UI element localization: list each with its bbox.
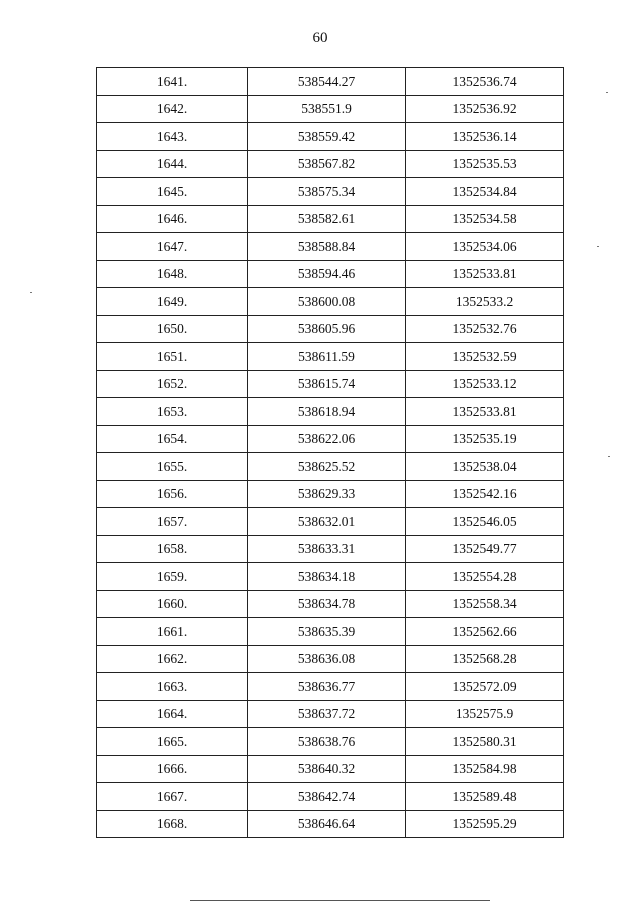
table-row: [97, 755, 564, 783]
y-coordinate-cell: 1352558.34: [406, 590, 564, 618]
y-coordinate-cell: 1352562.66: [406, 618, 564, 646]
point-number-cell: 1655.: [97, 453, 248, 481]
x-coordinate-cell: 538567.82: [248, 150, 406, 178]
table-row: [97, 68, 564, 96]
y-coordinate-cell: 1352549.77: [406, 535, 564, 563]
scan-speck: [597, 246, 599, 247]
y-coordinate-cell: 1352532.76: [406, 315, 564, 343]
y-coordinate-cell: 1352536.92: [406, 95, 564, 123]
x-coordinate-cell: 538605.96: [248, 315, 406, 343]
x-coordinate-cell: 538632.01: [248, 508, 406, 536]
y-coordinate-cell: 1352538.04: [406, 453, 564, 481]
scan-speck: [608, 456, 610, 457]
point-number-cell: 1665.: [97, 728, 248, 756]
x-coordinate-cell: 538634.18: [248, 563, 406, 591]
table-row: [97, 783, 564, 811]
x-coordinate-cell: 538634.78: [248, 590, 406, 618]
y-coordinate-cell: 1352534.84: [406, 178, 564, 206]
point-number-cell: 1647.: [97, 233, 248, 261]
point-number-cell: 1649.: [97, 288, 248, 316]
point-number-cell: 1653.: [97, 398, 248, 426]
y-coordinate-cell: 1352554.28: [406, 563, 564, 591]
table-row: [97, 618, 564, 646]
x-coordinate-cell: 538636.08: [248, 645, 406, 673]
point-number-cell: 1662.: [97, 645, 248, 673]
table-row: [97, 480, 564, 508]
x-coordinate-cell: 538640.32: [248, 755, 406, 783]
point-number-cell: 1648.: [97, 260, 248, 288]
scan-speck: [606, 92, 608, 93]
y-coordinate-cell: 1352542.16: [406, 480, 564, 508]
x-coordinate-cell: 538642.74: [248, 783, 406, 811]
table-row: [97, 535, 564, 563]
x-coordinate-cell: 538559.42: [248, 123, 406, 151]
x-coordinate-cell: 538551.9: [248, 95, 406, 123]
scan-speck: [30, 292, 32, 293]
table-row: [97, 590, 564, 618]
table-row: [97, 178, 564, 206]
x-coordinate-cell: 538600.08: [248, 288, 406, 316]
x-coordinate-cell: 538633.31: [248, 535, 406, 563]
point-number-cell: 1652.: [97, 370, 248, 398]
point-number-cell: 1644.: [97, 150, 248, 178]
page-number: 60: [312, 30, 328, 46]
table-row: [97, 508, 564, 536]
point-number-cell: 1650.: [97, 315, 248, 343]
point-number-cell: 1668.: [97, 810, 248, 838]
y-coordinate-cell: 1352536.74: [406, 68, 564, 96]
x-coordinate-cell: 538629.33: [248, 480, 406, 508]
table-row: [97, 150, 564, 178]
x-coordinate-cell: 538636.77: [248, 673, 406, 701]
x-coordinate-cell: 538611.59: [248, 343, 406, 371]
point-number-cell: 1659.: [97, 563, 248, 591]
y-coordinate-cell: 1352575.9: [406, 700, 564, 728]
point-number-cell: 1651.: [97, 343, 248, 371]
y-coordinate-cell: 1352532.59: [406, 343, 564, 371]
x-coordinate-cell: 538544.27: [248, 68, 406, 96]
table-row: [97, 260, 564, 288]
y-coordinate-cell: 1352589.48: [406, 783, 564, 811]
table-row: [97, 700, 564, 728]
y-coordinate-cell: 1352580.31: [406, 728, 564, 756]
point-number-cell: 1656.: [97, 480, 248, 508]
y-coordinate-cell: 1352584.98: [406, 755, 564, 783]
x-coordinate-cell: 538618.94: [248, 398, 406, 426]
x-coordinate-cell: 538615.74: [248, 370, 406, 398]
table-row: [97, 205, 564, 233]
table-row: [97, 288, 564, 316]
point-number-cell: 1660.: [97, 590, 248, 618]
y-coordinate-cell: 1352533.81: [406, 260, 564, 288]
table-row: [97, 563, 564, 591]
y-coordinate-cell: 1352536.14: [406, 123, 564, 151]
table-row: [97, 123, 564, 151]
y-coordinate-cell: 1352533.81: [406, 398, 564, 426]
point-number-cell: 1646.: [97, 205, 248, 233]
x-coordinate-cell: 538622.06: [248, 425, 406, 453]
x-coordinate-cell: 538635.39: [248, 618, 406, 646]
y-coordinate-cell: 1352534.58: [406, 205, 564, 233]
table-row: [97, 673, 564, 701]
y-coordinate-cell: 1352572.09: [406, 673, 564, 701]
table-row: [97, 95, 564, 123]
point-number-cell: 1666.: [97, 755, 248, 783]
point-number-cell: 1657.: [97, 508, 248, 536]
point-number-cell: 1663.: [97, 673, 248, 701]
x-coordinate-cell: 538588.84: [248, 233, 406, 261]
y-coordinate-cell: 1352535.19: [406, 425, 564, 453]
point-number-cell: 1661.: [97, 618, 248, 646]
table-row: [97, 315, 564, 343]
bottom-rule: [190, 900, 490, 901]
table-row: [97, 425, 564, 453]
table-row: [97, 370, 564, 398]
y-coordinate-cell: 1352535.53: [406, 150, 564, 178]
y-coordinate-cell: 1352534.06: [406, 233, 564, 261]
x-coordinate-cell: 538625.52: [248, 453, 406, 481]
point-number-cell: 1642.: [97, 95, 248, 123]
point-number-cell: 1645.: [97, 178, 248, 206]
coordinates-table: [96, 67, 564, 838]
point-number-cell: 1658.: [97, 535, 248, 563]
table-row: [97, 453, 564, 481]
y-coordinate-cell: 1352568.28: [406, 645, 564, 673]
x-coordinate-cell: 538582.61: [248, 205, 406, 233]
point-number-cell: 1667.: [97, 783, 248, 811]
y-coordinate-cell: 1352533.12: [406, 370, 564, 398]
table-row: [97, 810, 564, 838]
y-coordinate-cell: 1352546.05: [406, 508, 564, 536]
x-coordinate-cell: 538637.72: [248, 700, 406, 728]
y-coordinate-cell: 1352533.2: [406, 288, 564, 316]
coordinates-table-body: [97, 68, 564, 838]
point-number-cell: 1654.: [97, 425, 248, 453]
table-row: [97, 645, 564, 673]
table-row: [97, 233, 564, 261]
table-row: [97, 343, 564, 371]
point-number-cell: 1643.: [97, 123, 248, 151]
x-coordinate-cell: 538575.34: [248, 178, 406, 206]
x-coordinate-cell: 538646.64: [248, 810, 406, 838]
x-coordinate-cell: 538638.76: [248, 728, 406, 756]
table-row: [97, 398, 564, 426]
y-coordinate-cell: 1352595.29: [406, 810, 564, 838]
point-number-cell: 1664.: [97, 700, 248, 728]
table-row: [97, 728, 564, 756]
point-number-cell: 1641.: [97, 68, 248, 96]
x-coordinate-cell: 538594.46: [248, 260, 406, 288]
